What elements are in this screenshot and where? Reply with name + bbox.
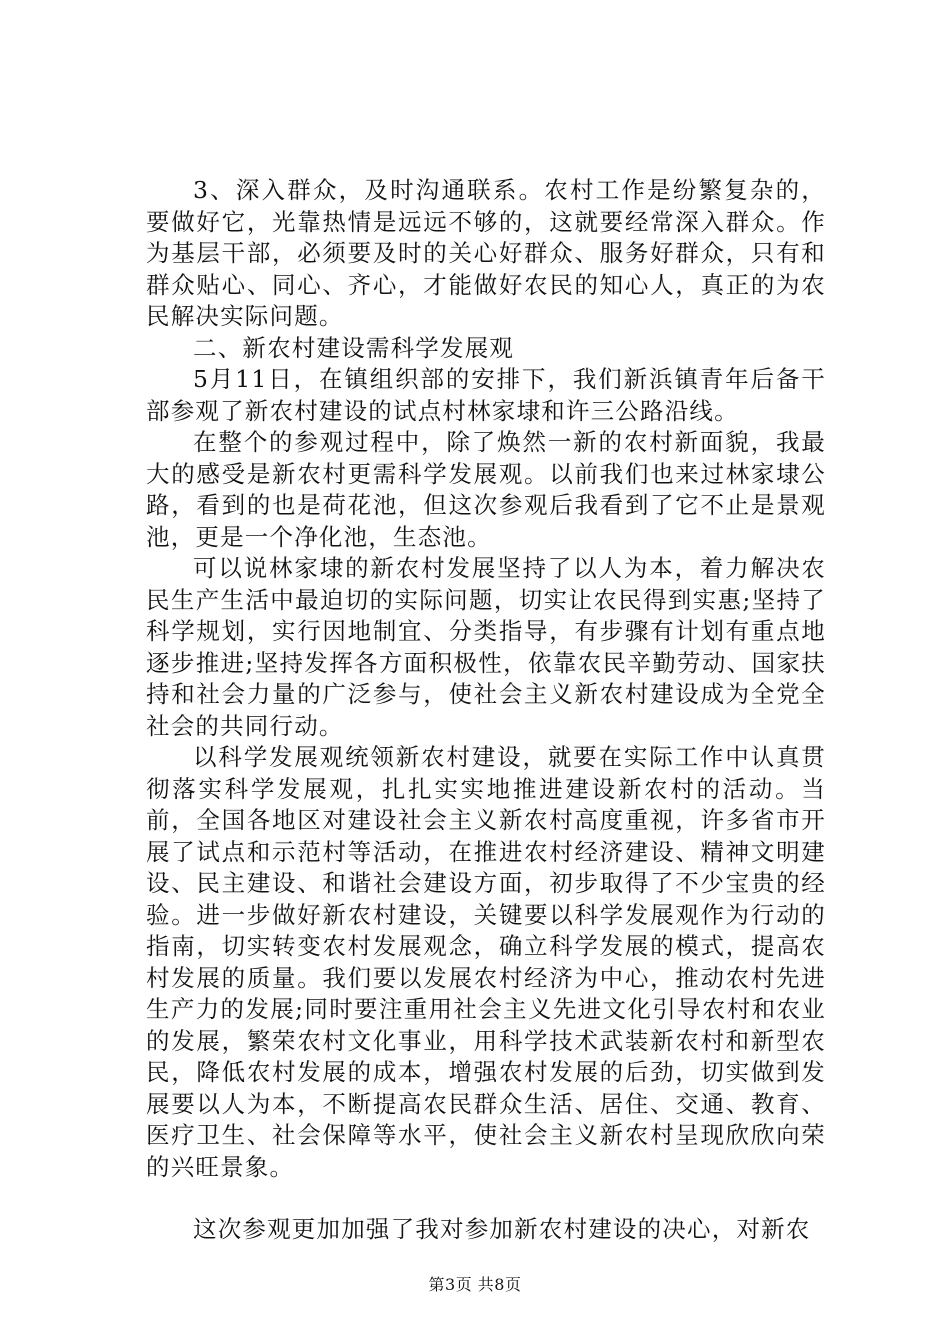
paragraph-visit-date: 5月11日，在镇组织部的安排下，我们新浜镇青年后备干部参观了新农村建设的试点村林家埭和许三公路沿线。 [146,365,826,425]
section-heading-2: 二、新农村建设需科学发展观 [193,333,515,362]
page-number-footer: 第3页 共8页 [428,1275,522,1294]
paragraph-point-3: 3、深入群众，及时沟通联系。农村工作是纷繁复杂的，要做好它，光靠热情是远远不够的，这就要经常深入群众。作为基层干部，必须要及时的关心好群众、服务好群众，只有和群众贴心、同心、齐心，才能做好农民的知心人，真正的为农民解决实际问题。 [146,176,826,330]
paragraph-impression: 在整个的参观过程中，除了焕然一新的农村新面貌，我最大的感受是新农村更需科学发展观。以前我们也来过林家埭公路，看到的也是荷花池，但这次参观后我看到了它不止是景观池，更是一个净化池，生态池。 [146,428,826,551]
paragraph-scientific-development: 以科学发展观统领新农村建设，就要在实际工作中认真贯彻落实科学发展观，扎扎实实地推进建设新农村的活动。当前，全国各地区对建设社会主义新农村高度重视，许多省市开展了试点和示范村等活动，在推进农村经济建设、精神文明建设、民主建设、和谐社会建设方面，初步取得了不少宝贵的经验。进一步做好新农村建设，关键要以科学发展观作为行动的指南，切实转变农村发展观念，确立科学发展的模式，提高农村发展的质量。我们要以发展农村经济为中心，推动农村先进生产力的发展;同时要注重用社会主义先进文化引导农村和农业的发展，繁荣农村文化事业，用科学技术武装新农村和新型农民，降低农村发展的成本，增强农村发展的后劲，切实做到发展要以人为本，不断提高农民群众生活、居住、交通、教育、医疗卫生、社会保障等水平，使社会主义新农村呈现欣欣向荣的兴旺景象。 [146,743,826,1181]
paragraph-conclusion: 这次参观更加加强了我对参加新农村建设的决心，对新农 [193,1215,811,1243]
paragraph-linjiadai: 可以说林家埭的新农村发展坚持了以人为本，着力解决农民生产生活中最迫切的实际问题，切实让农民得到实惠;坚持了科学规划，实行因地制宜、分类指导，有步骤有计划有重点地逐步推进;坚持发挥各方面积极性，依靠农民辛勤劳动、国家扶持和社会力量的广泛参与，使社会主义新农村建设成为全党全社会的共同行动。 [146,554,826,740]
document-body [146,175,826,1246]
